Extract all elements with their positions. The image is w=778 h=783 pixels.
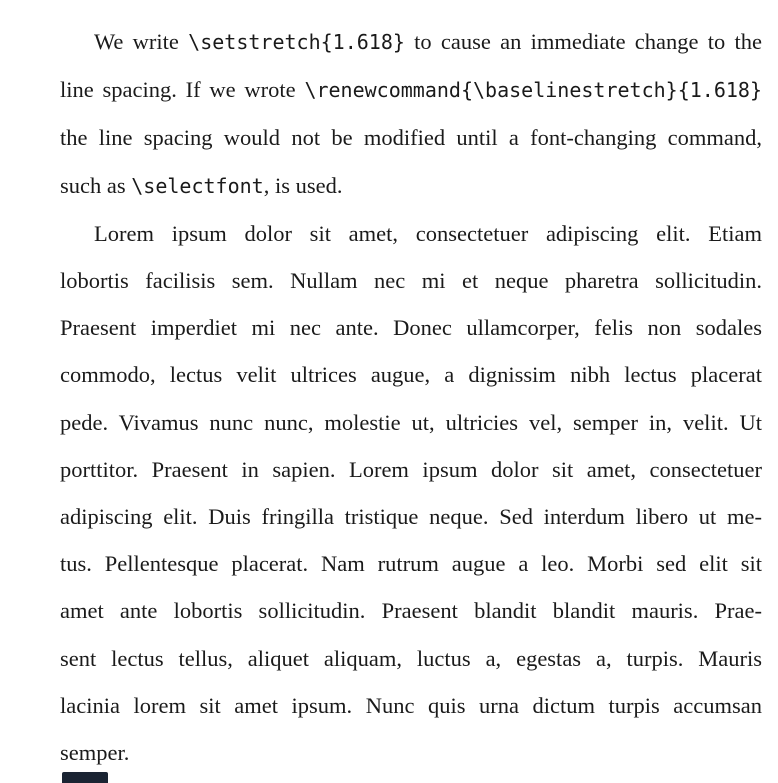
text-line <box>60 114 762 161</box>
body-text: the line spacing would not be modified until a font-changing command, <box>60 125 762 151</box>
body-text: Praesent imperdiet mi nec ante. Donec ullamcorper, felis non sodales <box>60 315 762 341</box>
text-line <box>60 729 762 776</box>
body-text: adipiscing elit. Duis fringilla tristique neque. Sed interdum libero ut me- <box>60 504 762 530</box>
text-line <box>60 399 762 446</box>
body-text: lobortis facilisis sem. Nullam nec mi et neque pharetra sollicitudin. <box>60 268 762 294</box>
text-line <box>60 446 762 493</box>
text-line <box>60 304 762 351</box>
text-line <box>60 257 762 304</box>
body-text: sent lectus tellus, aliquet aliquam, luctus a, egestas a, turpis. Mauris <box>60 645 762 671</box>
body-text: amet ante lobortis sollicitudin. Praesent blandit blandit mauris. Prae- <box>60 598 762 624</box>
body-text: lacinia lorem sit amet ipsum. Nunc quis urna dictum turpis accumsan <box>60 692 762 718</box>
text-line <box>60 351 762 398</box>
body-text: to cause an immediate change to the <box>404 29 763 54</box>
latex-code: \selectfont <box>131 173 264 198</box>
body-text: pede. Vivamus nunc nunc, molestie ut, ultricies vel, semper in, velit. Ut <box>60 409 762 435</box>
text-line <box>60 493 762 540</box>
text-line <box>60 540 762 587</box>
paragraph <box>60 210 762 776</box>
body-text: semper. <box>60 740 130 766</box>
text-line <box>60 635 762 682</box>
document-body <box>60 0 762 776</box>
text-line <box>60 18 762 66</box>
body-text: We write <box>94 29 189 54</box>
body-text: Lorem ipsum dolor sit amet, consectetuer adipiscing elit. Etiam <box>94 220 762 246</box>
body-text: tus. Pellentesque placerat. Nam rutrum augue a leo. Morbi sed elit sit <box>60 551 762 577</box>
body-text: line spacing. If we wrote <box>60 77 305 103</box>
text-line <box>60 682 762 729</box>
text-line <box>60 66 762 114</box>
text-line <box>60 210 762 257</box>
text-line <box>60 162 762 210</box>
latex-code: \setstretch{1.618} <box>188 30 405 54</box>
body-text: such as <box>60 172 132 198</box>
clipped-content-bar <box>62 772 108 783</box>
latex-code: \renewcommand{\baselinestretch}{1.618} <box>304 78 762 103</box>
body-text: porttitor. Praesent in sapien. Lorem ipsum dolor sit amet, consectetuer <box>60 456 762 482</box>
paragraph <box>60 18 762 210</box>
body-text: , is used. <box>263 172 343 198</box>
text-line <box>60 587 762 634</box>
body-text: commodo, lectus velit ultrices augue, a dignissim nibh lectus placerat <box>60 362 762 388</box>
